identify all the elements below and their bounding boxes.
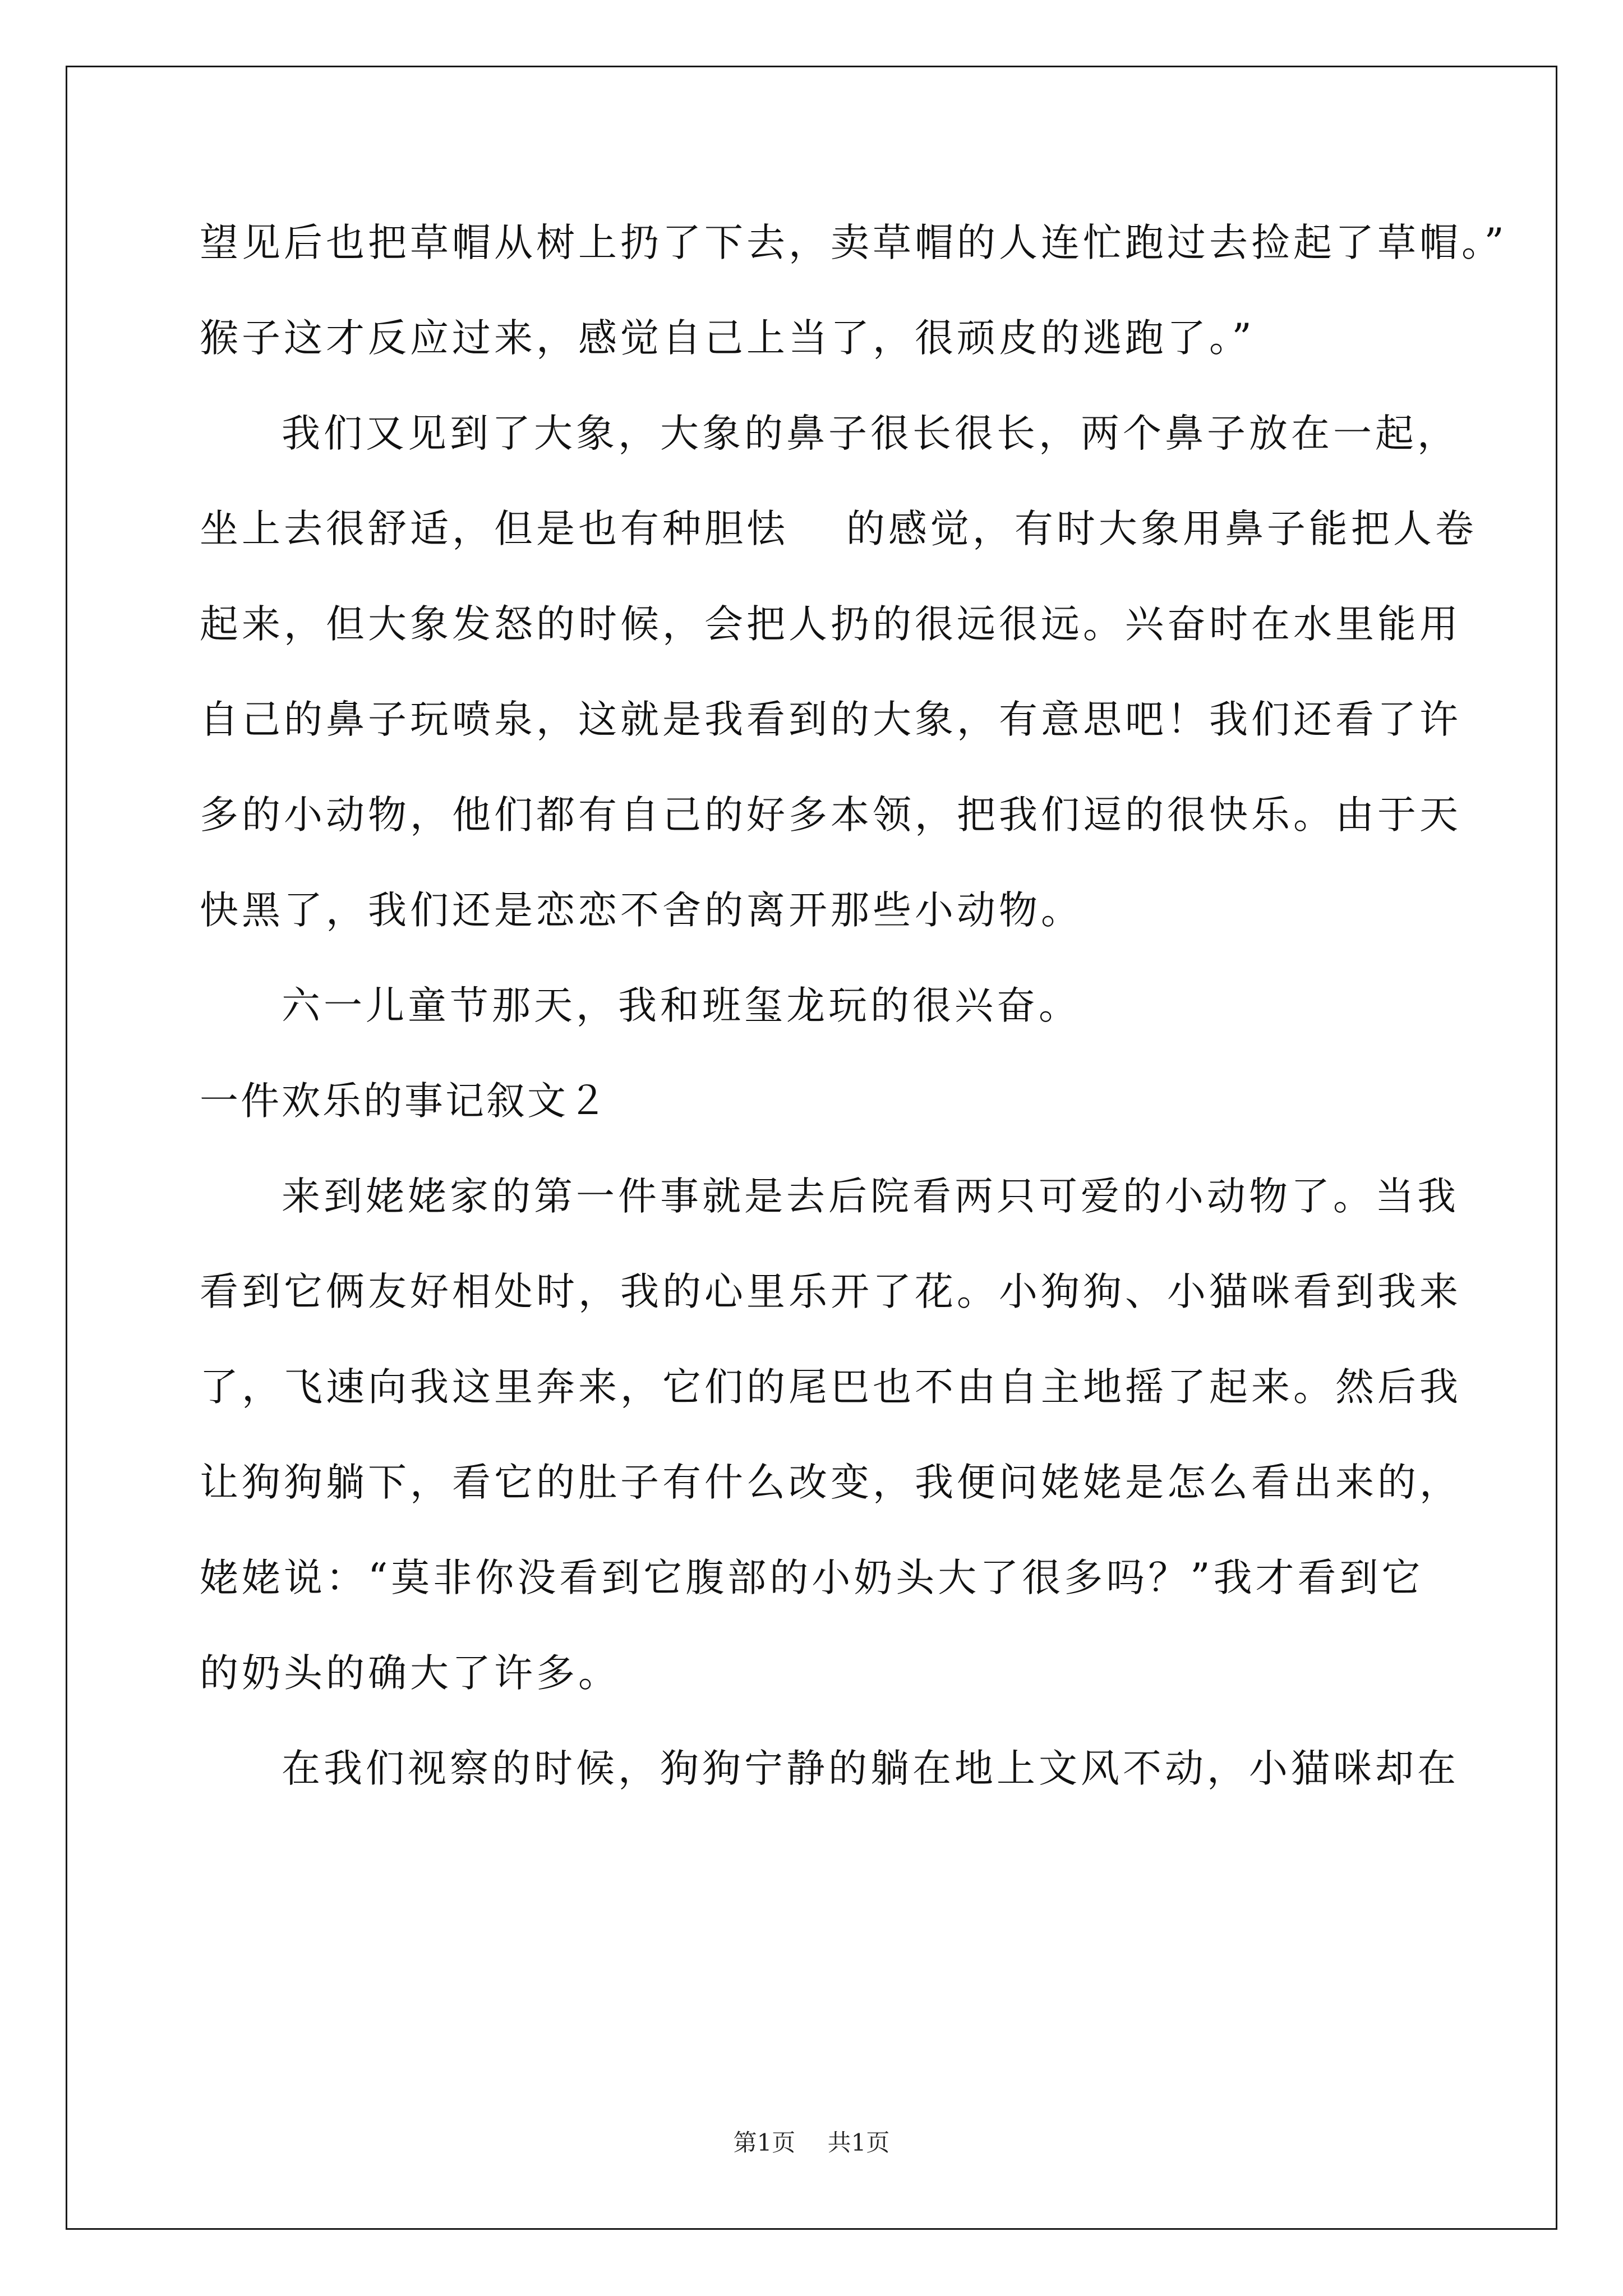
text-line: 自己的鼻子玩喷泉，这就是我看到的大象，有意思吧！我们还看了许 [200, 697, 1461, 742]
text-line: 的奶头的确大了许多。 [200, 1651, 620, 1696]
page-total: 共1页 [827, 2129, 890, 2156]
page-number: 第1页 [733, 2129, 796, 2156]
paragraph-start: 我们又见到了大象，大象的鼻子很长很长，两个鼻子放在一起， [282, 411, 1459, 456]
text-line: 多的小动物，他们都有自己的好多本领，把我们逗的很快乐。由于天 [200, 793, 1461, 838]
paragraph-start: 在我们视察的时候，狗狗宁静的躺在地上文风不动，小猫咪却在 [282, 1746, 1459, 1791]
text-line: 猴子这才反应过来，感觉自己上当了，很顽皮的逃跑了。” [200, 316, 1255, 361]
paragraph-start: 六一儿童节那天，我和班玺龙玩的很兴奋。 [282, 983, 1081, 1028]
section-heading: 一件欢乐的事记叙文２ [200, 1079, 609, 1124]
text-line: 快黑了，我们还是恋恋不舍的离开那些小动物。 [200, 888, 1083, 933]
page-footer [0, 2129, 1623, 2157]
text-line: 起来，但大象发怒的时候，会把人扔的很远很远。兴奋时在水里能用 [200, 602, 1461, 647]
text-line: 了，飞速向我这里奔来，它们的尾巴也不由自主地摇了起来。然后我 [200, 1365, 1461, 1410]
paragraph-start: 来到姥姥家的第一件事就是去后院看两只可爱的小动物了。当我 [282, 1174, 1459, 1219]
text-line: 让狗狗躺下，看它的肚子有什么改变，我便问姥姥是怎么看出来的， [200, 1460, 1461, 1505]
page-border [66, 66, 1557, 2230]
text-line: 坐上去很舒适，但是也有种胆怯 的感觉，有时大象用鼻子能把人卷 [200, 507, 1477, 551]
text-line: 姥姥说：“莫非你没看到它腹部的小奶头大了很多吗？”我才看到它 [200, 1556, 1424, 1600]
text-line: 望见后也把草帽从树上扔了下去，卖草帽的人连忙跑过去捡起了草帽。” [200, 220, 1507, 265]
text-line: 看到它俩友好相处时，我的心里乐开了花。小狗狗、小猫咪看到我来 [200, 1269, 1461, 1314]
